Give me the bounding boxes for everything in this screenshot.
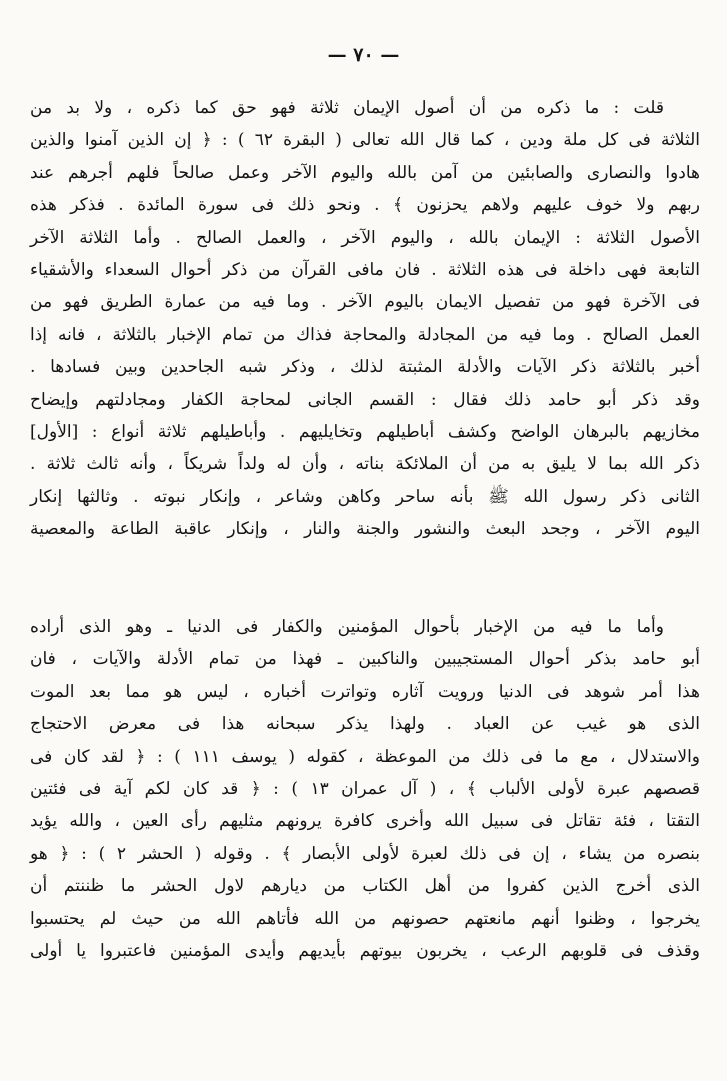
text-line: قصصهم عبرة لأولى الألباب ﴾ ، ( آل عمران ١٣ ) : ﴿ قد كان لكم آية فى فئتين — [30, 778, 700, 799]
text-line: العمل الصالح . وما فيه من المجادلة والمحاجة فذاك من تمام الإخبار بالثلاثة ، فانه إذا — [30, 324, 700, 345]
text-line: مخازيهم بالبرهان الواضح وكشف أباطيلهم وتخايليهم . وأباطيلهم ثلاثة أنواع : [الأول] — [30, 421, 700, 442]
text-line: اليوم الآخر ، وجحد البعث والنشور والجنة والنار ، وإنكار عاقبة الطاعة والمعصية — [30, 519, 700, 540]
text-line: أخبر بالثلاثة ذكر الآيات والأدلة المثبتة لذلك ، وذكر شبه الجاحدين وبين فسادها . — [30, 357, 700, 378]
text-line: وقذف فى قلوبهم الرعب ، يخربون بيوتهم بأيديهم وأيدى المؤمنين فاعتبروا يا أولى — [30, 940, 700, 961]
text-line: التقتا ، فئة تقاتل فى سبيل الله وأخرى كافرة يرونهم مثليهم رأى العين ، والله يؤيد — [30, 811, 701, 832]
text-line: بنصره من يشاء ، إن فى ذلك لعبرة لأولى الأبصار ﴾ . وقوله ( الحشر ٢ ) : ﴿ هو — [30, 843, 700, 864]
text-line: الثلاثة فى كل ملة ودين ، كما قال الله تعالى ( البقرة ٦٢ ) : ﴿ إن الذين آمنوا والذين — [30, 130, 700, 151]
text-line: أبو حامد بذكر أحوال المستجيبين والناكبين ـ فهذا من تمام الأدلة والآيات ، فان — [30, 649, 700, 670]
text-line: ذكر الله بما لا يليق به من أن الملائكة بناته ، وأن له ولداً شريكاً ، وأنه ثالث ثلاثة . — [30, 454, 700, 475]
text-line: والاستدلال ، مع ما فى ذلك من الموعظة ، كقوله ( يوسف ١١١ ) : ﴿ لقد كان فى — [30, 746, 701, 767]
text-line: وأما ما فيه من الإخبار بأحوال المؤمنين والكفار فى الدنيا ـ وهو الذى أراده — [30, 617, 664, 637]
text-line: وقد ذكر أبو حامد ذلك فقال : القسم الجانى لمحاجة الكفار ومجادلتهم وإيضاح — [30, 389, 700, 410]
text-line: الذى أخرج الذين كفروا من أهل الكتاب من ديارهم لاول الحشر ما ظننتم أن — [30, 876, 700, 897]
text-line: قلت : ما ذكره من أن أصول الإيمان ثلاثة فهو حق كما ذكره ، ولا بد من — [30, 98, 664, 118]
paragraph-2 — [30, 611, 700, 967]
page-number: — ٧٠ — — [327, 44, 400, 66]
text-line: الثانى ذكر رسول الله ﷺ بأنه ساحر وكاهن وشاعر ، وإنكار نبوته . وثالثها إنكار — [30, 486, 700, 507]
text-line: يخرجوا ، وظنوا أنهم مانعتهم حصونهم من الله فأتاهم الله من حيث لم يحتسبوا — [30, 908, 700, 929]
text-line: الأصول الثلاثة : الإيمان بالله ، واليوم الآخر ، والعمل الصالح . وأما الثلاثة الآخر — [30, 227, 700, 248]
text-line: هادوا والنصارى والصابئين من آمن بالله واليوم الآخر وعمل صالحاً فلهم أجرهم عند — [30, 162, 700, 183]
text-line: هذا أمر شوهد فى الدنيا ورويت آثاره وتواترت أخباره ، ليس هو مما بعد الموت — [30, 681, 700, 702]
text-line: الذى هو غيب عن العباد . ولهذا يذكر سبحانه هذا فى معرض الاحتجاج — [30, 714, 700, 735]
text-line: التابعة فهى داخلة فى هذه الثلاثة . فان مافى القرآن من ذكر أحوال السعداء والأشقياء — [30, 259, 700, 280]
text-line: ربهم ولا خوف عليهم ولاهم يحزنون ﴾ . ونحو ذلك فى سورة المائدة . فذكر هذه — [30, 195, 700, 216]
text-line: فى الآخرة فهو من تفصيل الايمان باليوم الآخر . وما فيه من عمارة الطريق فهو من — [30, 292, 700, 313]
paragraph-1 — [30, 92, 700, 545]
